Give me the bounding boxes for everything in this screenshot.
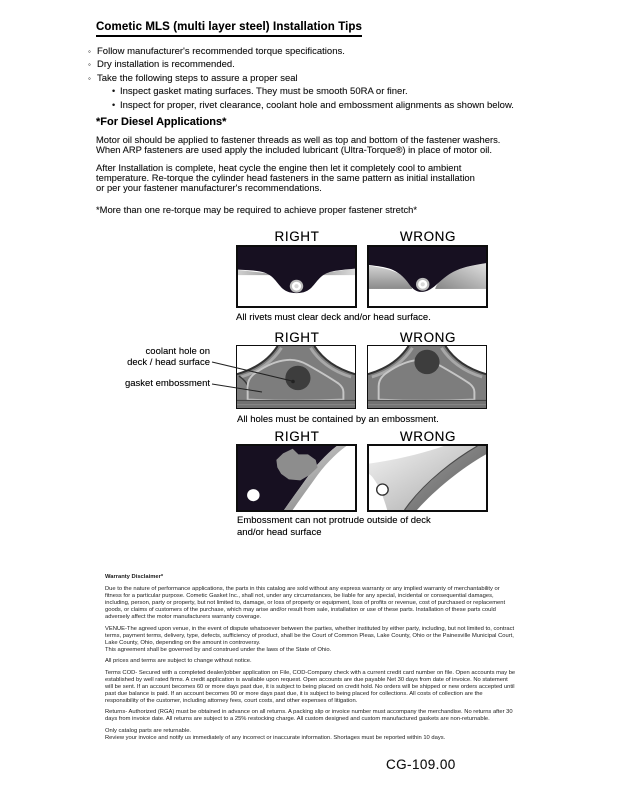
legal-paragraph: Due to the nature of performance applications, the parts in this catalog are sold without any express warranty or any implied warranty of merchantability or fitness for a particular purpose. Cometic Gasket Inc., shall not, under any circumstances, be liable for any special, incidental or consequential damages, including, person, party or property, but not limited to, damage, or loss of property or equipment, loss of profits or revenue, cost of purchased or replacement goods, or claims of customers of the purchase, which may arise and/or result from sale, installation or use of these parts. Installation of these parts could adversely affect the motor manufacturers warranty coverage.: [105, 586, 506, 620]
right-label: RIGHT: [274, 429, 320, 444]
paragraph-line: Motor oil should be applied to fastener threads as well as top and bottom of the fastener washers.: [96, 134, 501, 145]
embossment-wrong-diagram: [367, 444, 488, 512]
dot-bullet-icon: •: [112, 99, 116, 110]
caption-line: and/or head surface: [237, 527, 322, 538]
callout-line: deck / head surface: [127, 357, 210, 368]
right-label: RIGHT: [274, 229, 320, 244]
dot-bullet-icon: •: [112, 86, 116, 97]
tip-item: [88, 45, 548, 58]
legal-paragraph: This agreement shall be governed by and construed under the laws of the State of Ohio.: [105, 646, 332, 653]
right-label: RIGHT: [274, 330, 320, 345]
embossment-right-diagram: [236, 444, 357, 512]
bullet-icon: ◦: [88, 73, 91, 83]
tip-sub-item: [88, 85, 548, 98]
paragraph-line: When ARP fasteners are used apply the included lubricant (Ultra-Torque®) in place of motor oil.: [96, 144, 492, 155]
row2-caption: All holes must be contained by an embossment.: [237, 414, 439, 425]
rivet-clear-right-illustration: [238, 247, 355, 306]
hole-wrong-diagram: [367, 345, 487, 409]
tip-text: Follow manufacturer's recommended torque specifications.: [97, 46, 345, 57]
paragraph-line: or per your fastener manufacturer's recommendations.: [96, 182, 322, 193]
tip-text: Dry installation is recommended.: [97, 59, 235, 71]
legal-paragraph: All prices and terms are subject to change without notice.: [105, 658, 252, 664]
wrong-label: WRONG: [399, 229, 457, 244]
caption-line: Embossment can not protrude outside of deck: [237, 515, 431, 526]
tip-item: [88, 72, 548, 85]
warranty-disclaimer-heading: Warranty Disclaimer*: [105, 574, 164, 580]
tip-text: Take the following steps to assure a proper seal: [97, 72, 298, 84]
diesel-paragraph-1: [96, 135, 541, 155]
legal-disclaimer-block: [105, 574, 517, 746]
bullet-icon: ◦: [88, 60, 91, 70]
rivet-wrong-diagram: [367, 245, 488, 308]
coolant-hole-callout: [127, 346, 210, 368]
wrong-label: WRONG: [399, 330, 457, 345]
diesel-heading: *For Diesel Applications*: [96, 116, 227, 128]
wrong-label: WRONG: [399, 429, 457, 444]
installation-tips-list: [88, 45, 548, 112]
tip-item: [88, 58, 548, 71]
legal-paragraph: Review your invoice and notify us immediately of any incorrect or inaccurate information. Shortages must be reported within 10 days.: [105, 734, 446, 741]
retorque-note: *More than one re-torque may be required to achieve proper fastener stretch*: [96, 204, 418, 215]
paragraph-line: After Installation is complete, heat cycle the engine then let it completely cool to ambient: [96, 162, 462, 173]
embossment-right-illustration: [238, 446, 355, 510]
rivet-right-diagram: [236, 245, 357, 308]
row3-caption: [237, 515, 467, 539]
page-code: CG-109.00: [386, 757, 456, 772]
legal-paragraph: Only catalog parts are returnable.: [105, 727, 192, 734]
legal-paragraph: VENUE-The agreed upon venue, in the event of dispute whatsoever between the parties, whether instituted by either party, including, but not limited to, contract terms, payment terms, delivery, type, defects, sufficiency of product, shall be the Court of Common Pleas, Lake County, Ohio or the Painesville Municipal Court, Lake County, Ohio, depending on the amount in controversy.: [105, 625, 515, 646]
embossment-wrong-illustration: [369, 446, 486, 510]
rivet-clear-wrong-illustration: [369, 247, 486, 306]
hole-contained-wrong-illustration: [368, 346, 486, 408]
paragraph-line: temperature. Re-torque the cylinder head fasteners in the same pattern as initial installation: [96, 172, 475, 183]
callout-line: coolant hole on: [145, 346, 210, 357]
hole-right-diagram: [236, 345, 356, 409]
diesel-paragraph-2: [96, 163, 541, 193]
tip-sub-item: [88, 99, 548, 112]
bullet-icon: ◦: [88, 47, 91, 56]
legal-paragraph: Returns- Authorized (RGA) must be obtained in advance on all returns. A packing slip or invoice number must accompany the merchandise. No returns after 30 days from invoice date. All returns are subject to a 25% restocking charge. All custom designed and custom manufactured gaskets are non-returnable.: [105, 709, 513, 722]
page-title: Cometic MLS (multi layer steel) Installation Tips: [96, 21, 362, 37]
gasket-embossment-callout: gasket embossment: [124, 378, 210, 389]
tip-text: Inspect for proper, rivet clearance, coolant hole and embossment alignments as shown below.: [120, 99, 514, 111]
hole-contained-right-illustration: [237, 346, 355, 408]
legal-paragraph: Terms COD- Secured with a completed dealer/jobber application on File, COD-Company check with a current credit card number on file. Open accounts may be established by well rated firms. A credit application is available upon request. Open accounts are due payable Net 30 days from date of invoice. No statement will be sent. If an account becomes 60 or more days past due, it is subject to being placed on credit hold. No orders will be shipped or new orders accepted until past due balance is paid. If an account becomes 90 or more days past due, it is subject to being placed for collections. All costs of collection are the responsibility of the customer, including attorney fees, court costs, and other expenses of litigation.: [105, 669, 516, 704]
tip-text: Inspect gasket mating surfaces. They must be smooth 50RA or finer.: [120, 86, 408, 98]
row1-caption: All rivets must clear deck and/or head surface.: [236, 312, 431, 323]
